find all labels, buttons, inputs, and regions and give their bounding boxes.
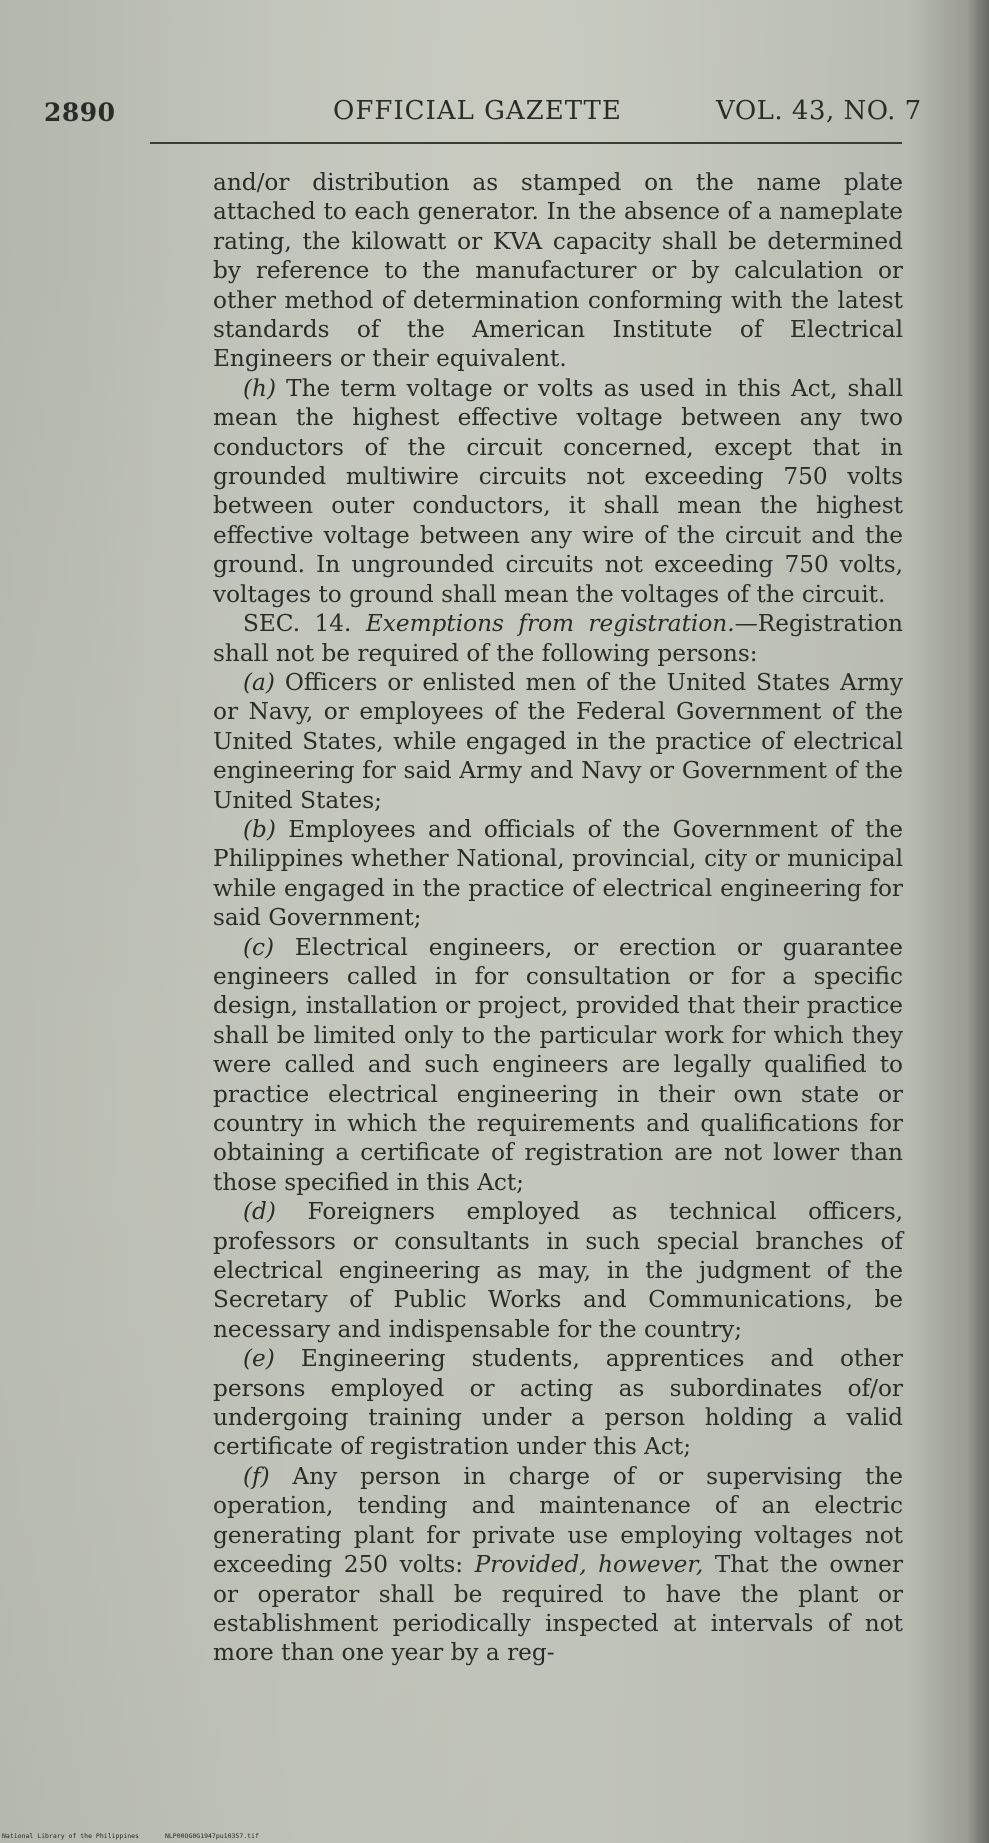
page-edge-shadow xyxy=(967,0,989,1843)
paragraph-d xyxy=(213,1197,903,1344)
library-credit: National Library of the Philippines xyxy=(2,1832,139,1840)
proviso-text: Provided, however, xyxy=(474,1551,704,1579)
paragraph-f xyxy=(213,1462,903,1668)
section-label: SEC. 14. xyxy=(243,610,352,638)
clause-text: Employees and officials of the Government of the Philippines whether National, provincial, city or municipal while engaged in the practice of electrical engineering for said Government; xyxy=(213,815,903,932)
section-title: Exemptions from registration. xyxy=(365,610,735,638)
clause-label: (d) xyxy=(243,1198,276,1226)
article-body xyxy=(213,168,903,1668)
clause-text: Electrical engineers, or erection or guarantee engineers called in for consultation or for a specific design, installation or project, provided that their practice shall be limited only to the particular work for which they were called and such engineers are legally qualified to practice electrical engineering in their own state or country in which the requirements and qualifications for obtaining a certificate of registration are not lower than those specified in this Act; xyxy=(213,933,903,1196)
paragraph-b xyxy=(213,815,903,933)
clause-text: Foreigners employed as technical officers, professors or consultants in such special branches of electrical engineering as may, in the judgment of the Secretary of Public Works and Communications, be necessary and indispensable for the country; xyxy=(213,1198,903,1343)
paragraph-c xyxy=(213,933,903,1198)
clause-label: (c) xyxy=(243,933,275,961)
paragraph-h xyxy=(213,374,903,609)
clause-text: Any person in charge of or supervising the operation, tending and maintenance of an electric generating plant for private use employing voltages not exceeding 250 volts: xyxy=(213,1462,903,1579)
header-rule xyxy=(150,142,902,144)
clause-text-continued: That the owner or operator shall be required to have the plant or establishment periodically inspected at intervals of not more than one year by a reg- xyxy=(213,1551,903,1667)
clause-label: (f) xyxy=(243,1462,270,1490)
publication-title: OFFICIAL GAZETTE xyxy=(333,96,622,126)
section-text: —Registration shall not be required of the following persons: xyxy=(213,610,903,667)
clause-label: (b) xyxy=(243,815,276,843)
paragraph-a xyxy=(213,668,903,815)
volume-issue: VOL. 43, NO. 7 xyxy=(716,96,922,126)
clause-text: The term voltage or volts as used in this Act, shall mean the highest effective voltage between any two conductors of the circuit concerned, except that in grounded multiwire circuits not exceeding 750 volts between outer conductors, it shall mean the highest effective voltage between any wire of the circuit and the ground. In ungrounded circuits not exceeding 750 volts, voltages to ground shall mean the voltages of the circuit. xyxy=(213,374,903,608)
clause-label: (a) xyxy=(243,668,275,696)
page-header xyxy=(0,92,989,132)
clause-text: Officers or enlisted men of the United States Army or Navy, or employees of the Federal Government of the United States, while engaged in the practice of electrical engineering for said Army and Navy or Government of the United States; xyxy=(213,668,903,814)
clause-label: (h) xyxy=(243,374,277,402)
paragraph-continuation xyxy=(213,168,903,374)
section-14-heading xyxy=(213,609,903,668)
paragraph-text: and/or distribution as stamped on the name plate attached to each generator. In the absence of a nameplate rating, the kilowatt or KVA capacity shall be determined by reference to the manufacturer or by calculation or other method of determination conforming with the latest standards of the American Institute of Electrical Engineers or their equivalent. xyxy=(213,169,903,373)
file-identifier: NLP00OG0G1947pu10357.tif xyxy=(164,1832,259,1840)
clause-label: (e) xyxy=(243,1345,275,1373)
clause-text: Engineering students, apprentices and other persons employed or acting as subordinates of/or undergoing training under a person holding a valid certificate of registration under this Act; xyxy=(213,1345,903,1461)
page-number: 2890 xyxy=(44,98,116,127)
scan-footer xyxy=(2,1832,259,1840)
paragraph-e xyxy=(213,1344,903,1462)
